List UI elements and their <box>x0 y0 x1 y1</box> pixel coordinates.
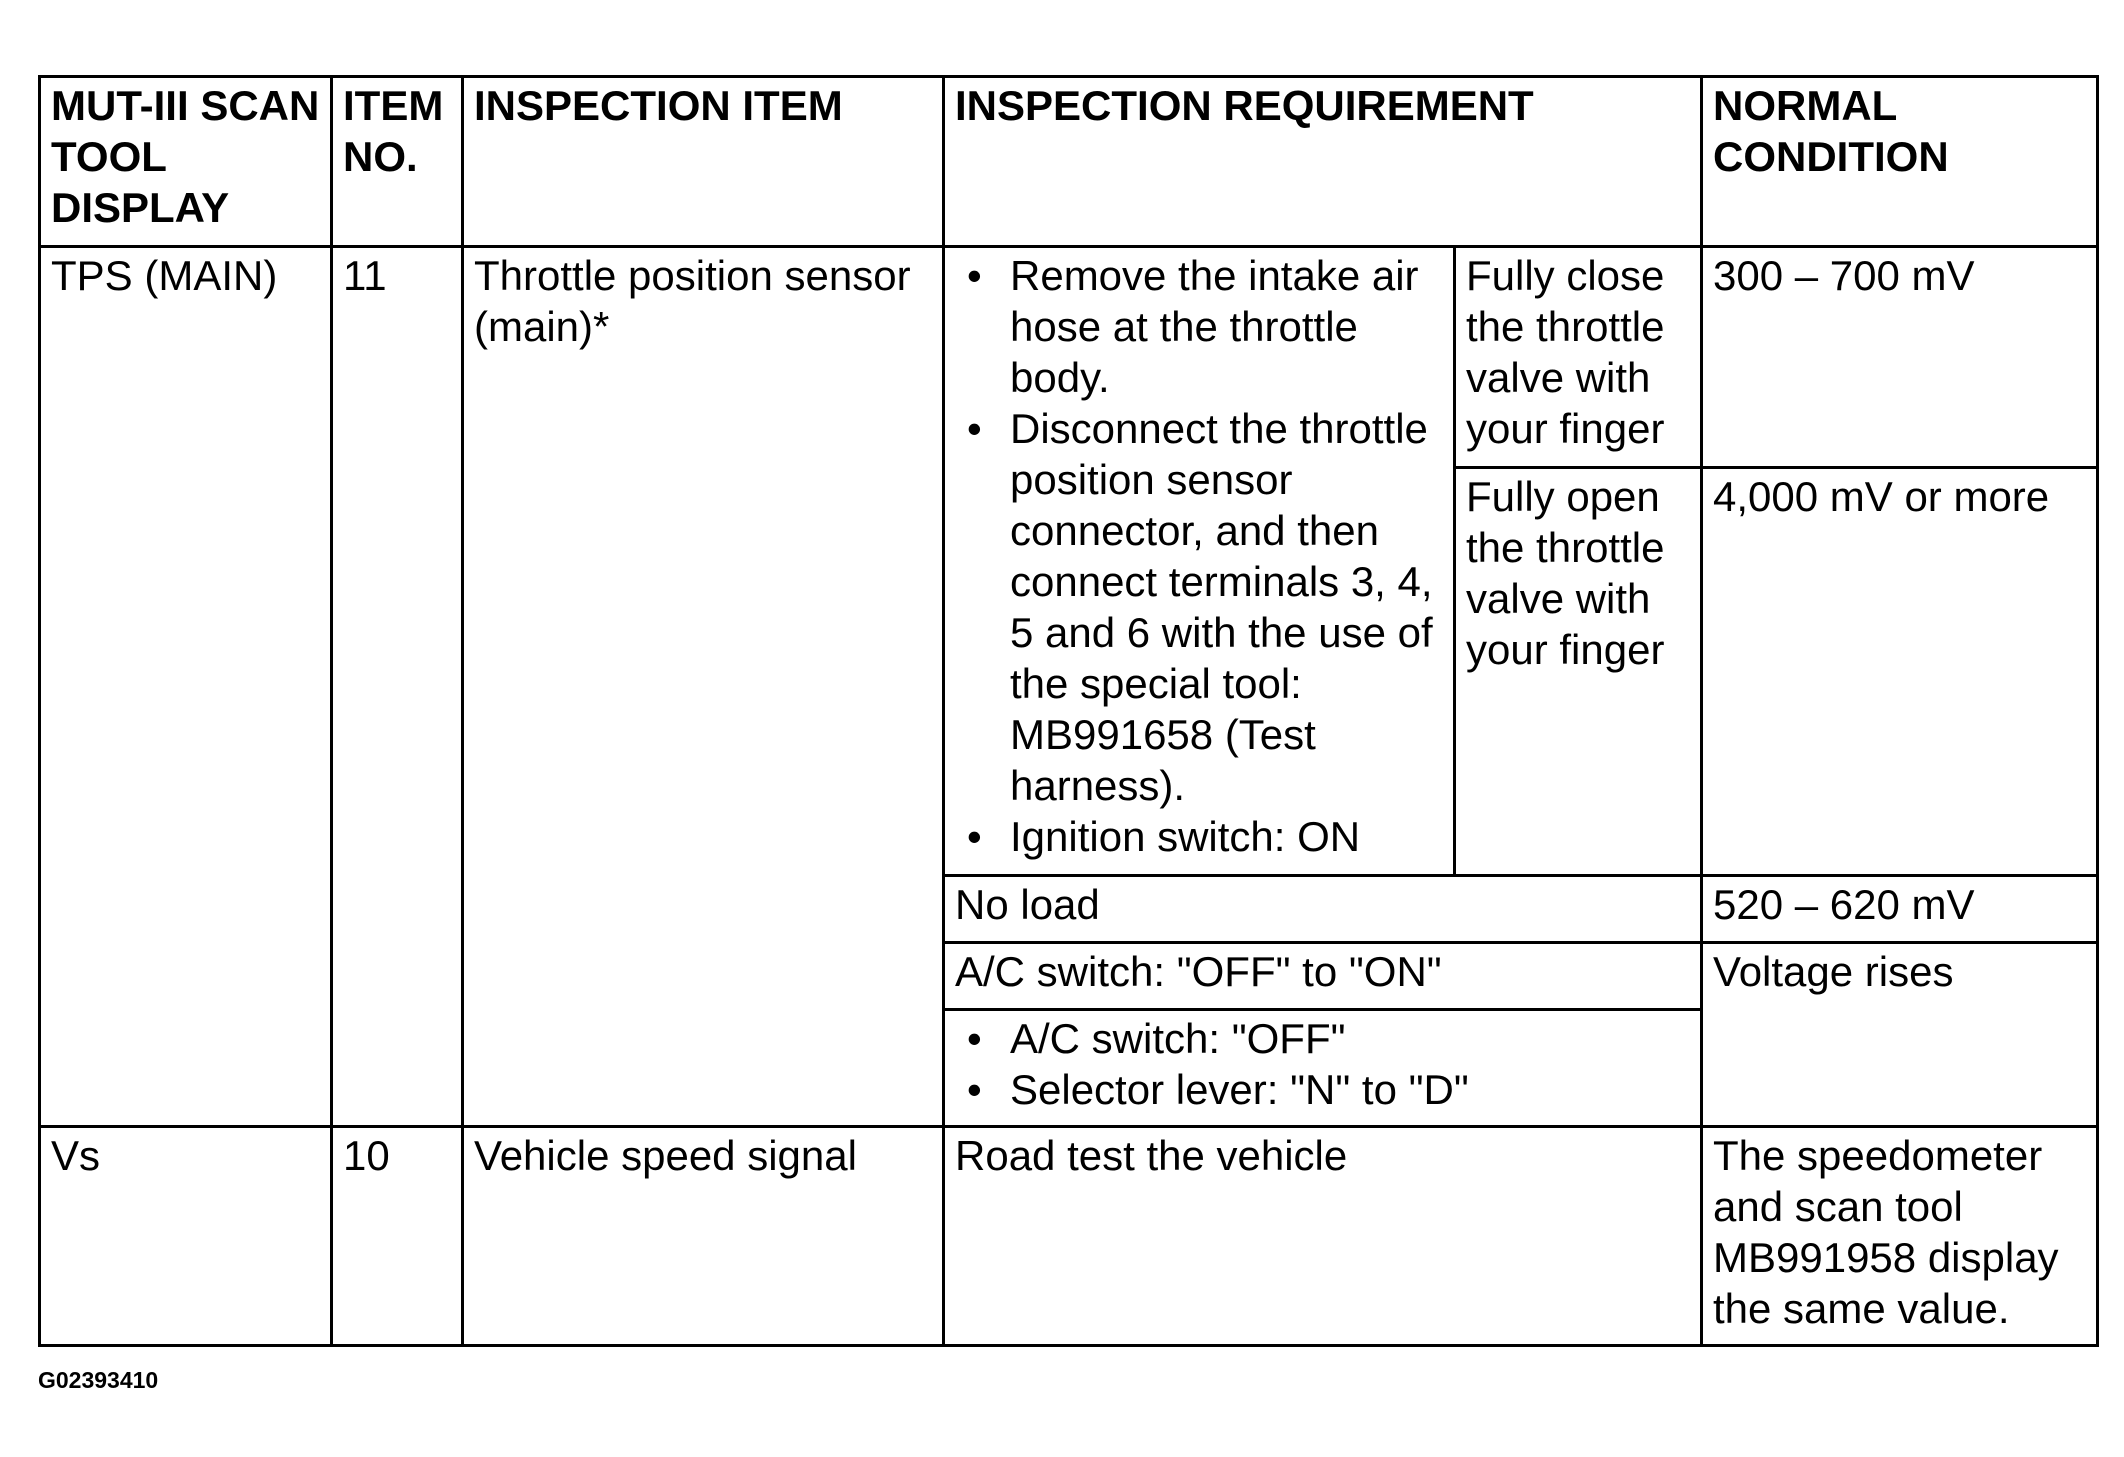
requirement-bullet-list <box>955 250 1443 862</box>
no-load-normal-cell: 520 – 620 mV <box>1702 876 2098 943</box>
list-item: • Selector lever: "N" to "D" <box>955 1064 1690 1115</box>
vs-inspection-item-cell: Vehicle speed signal <box>463 1127 944 1346</box>
table-row <box>40 1127 2098 1346</box>
header-item-no: ITEM NO. <box>332 77 463 247</box>
tps-item-no-cell: 11 <box>332 247 463 1127</box>
vs-display-cell: Vs <box>40 1127 332 1346</box>
table-row <box>40 247 2098 468</box>
closed-condition-cell: Fully close the throttle valve with your finger <box>1455 247 1702 468</box>
vs-normal-cell: The speedometer and scan tool MB991958 display the same value. <box>1702 1127 2098 1346</box>
list-item: • Disconnect the throttle position sensor connector, and then connect terminals 3, 4, 5 and 6 with the use of the special tool: MB991658 (Test harness). <box>955 403 1443 811</box>
open-condition-cell: Fully open the throttle valve with your finger <box>1455 468 1702 876</box>
no-load-cell: No load <box>944 876 1702 943</box>
list-item: • Ignition switch: ON <box>955 811 1443 862</box>
list-item: • Remove the intake air hose at the throttle body. <box>955 250 1443 403</box>
header-inspection-item: INSPECTION ITEM <box>463 77 944 247</box>
header-row <box>40 77 2098 247</box>
open-normal-cell: 4,000 mV or more <box>1702 468 2098 876</box>
voltage-rises-cell: Voltage rises <box>1702 943 2098 1127</box>
vs-requirement-cell: Road test the vehicle <box>944 1127 1702 1346</box>
selector-bullet-list <box>955 1013 1690 1115</box>
ac-switch-cell: A/C switch: "OFF" to "ON" <box>944 943 1702 1010</box>
inspection-spec-table <box>38 75 2099 1347</box>
figure-code: G02393410 <box>38 1367 159 1393</box>
header-normal-condition: NORMAL CONDITION <box>1702 77 2098 247</box>
list-item: • A/C switch: "OFF" <box>955 1013 1690 1064</box>
tps-inspection-item-cell: Throttle position sensor (main)* <box>463 247 944 1127</box>
tps-requirement-cell <box>944 247 1455 876</box>
selector-cell <box>944 1010 1702 1127</box>
header-inspection-requirement: INSPECTION REQUIREMENT <box>944 77 1702 247</box>
vs-item-no-cell: 10 <box>332 1127 463 1346</box>
closed-normal-cell: 300 – 700 mV <box>1702 247 2098 468</box>
tps-display-cell: TPS (MAIN) <box>40 247 332 1127</box>
header-scan-tool-display: MUT-III SCAN TOOL DISPLAY <box>40 77 332 247</box>
